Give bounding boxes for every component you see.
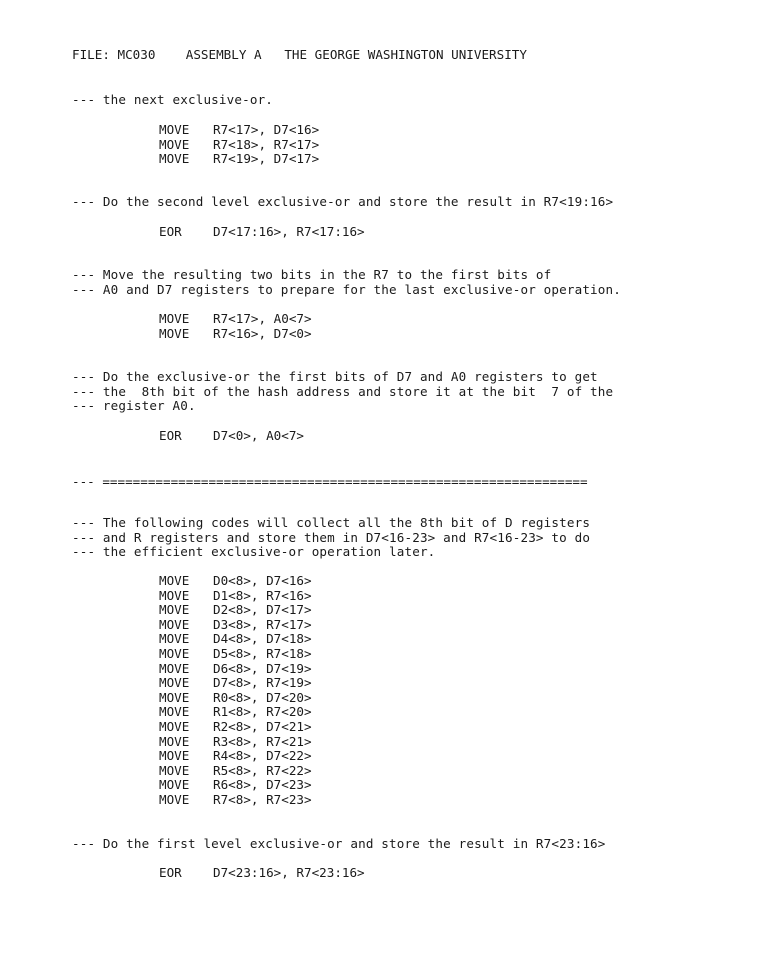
- page-header: [72, 48, 527, 63]
- operands: D0<8>, D7<16>: [213, 573, 312, 588]
- code-line: [159, 312, 312, 327]
- opcode: MOVE: [159, 748, 190, 764]
- operands: D7<8>, R7<19>: [213, 675, 312, 691]
- code-line: [159, 691, 312, 706]
- opcode: MOVE: [159, 602, 190, 618]
- code-line: [159, 735, 312, 750]
- header-institution: THE GEORGE WASHINGTON UNIVERSITY: [284, 47, 527, 62]
- code-block: [159, 123, 319, 167]
- code-block: [159, 225, 365, 240]
- opcode: MOVE: [159, 718, 190, 734]
- operands: R3<8>, R7<21>: [213, 733, 312, 749]
- code-line: [159, 327, 312, 342]
- comment-line: --- the 8th bit of the hash address and store it at the bit 7 of the: [72, 384, 614, 399]
- operands: R7<18>, R7<17>: [213, 136, 320, 152]
- operands: R4<8>, D7<22>: [213, 748, 312, 764]
- comment-line: --- Move the resulting two bits in the R7 to the first bits of: [72, 267, 552, 282]
- opcode: MOVE: [159, 689, 190, 705]
- code-line: [159, 123, 319, 138]
- code-block: [159, 574, 312, 808]
- code-line: [159, 225, 365, 240]
- opcode: EOR: [159, 428, 182, 443]
- code-line: [159, 632, 312, 647]
- operands: D7<17:16>, R7<17:16>: [213, 224, 365, 239]
- code-line: [159, 778, 312, 793]
- operands: D2<8>, D7<17>: [213, 602, 312, 618]
- operands: D3<8>, R7<17>: [213, 616, 312, 632]
- operands: R6<8>, D7<23>: [213, 777, 312, 793]
- opcode: MOVE: [159, 311, 190, 326]
- operands: R7<17>, A0<7>: [213, 311, 312, 326]
- opcode: MOVE: [159, 733, 190, 749]
- operands: R0<8>, D7<20>: [213, 689, 312, 705]
- code-line: [159, 720, 312, 735]
- comment-line: --- Do the second level exclusive-or and store the result in R7<19:16>: [72, 194, 614, 209]
- code-block: [159, 429, 304, 444]
- opcode: EOR: [159, 224, 182, 239]
- operands: R2<8>, D7<21>: [213, 718, 312, 734]
- code-line: [159, 603, 312, 618]
- code-line: [159, 662, 312, 677]
- code-line: [159, 749, 312, 764]
- code-line: [159, 866, 365, 881]
- code-line: [159, 589, 312, 604]
- opcode: EOR: [159, 865, 182, 880]
- operands: D6<8>, D7<19>: [213, 660, 312, 676]
- separator-line: --- ================================================================: [72, 475, 588, 489]
- opcode: MOVE: [159, 136, 190, 152]
- code-line: [159, 764, 312, 779]
- opcode: MOVE: [159, 325, 190, 341]
- opcode: MOVE: [159, 151, 190, 167]
- code-line: [159, 793, 312, 808]
- opcode: MOVE: [159, 587, 190, 603]
- opcode: MOVE: [159, 791, 190, 807]
- operands: R7<17>, D7<16>: [213, 122, 320, 137]
- operands: D5<8>, R7<18>: [213, 645, 312, 661]
- comment-line: --- the next exclusive-or.: [72, 92, 274, 107]
- opcode: MOVE: [159, 616, 190, 632]
- opcode: MOVE: [159, 573, 190, 588]
- opcode: MOVE: [159, 777, 190, 793]
- comment-line: --- The following codes will collect all the 8th bit of D registers: [72, 515, 591, 530]
- operands: R7<8>, R7<23>: [213, 791, 312, 807]
- code-line: [159, 676, 312, 691]
- code-block: [159, 866, 365, 881]
- operands: D1<8>, R7<16>: [213, 587, 312, 603]
- operands: D7<0>, A0<7>: [213, 428, 304, 443]
- comment-line: --- A0 and D7 registers to prepare for the last exclusive-or operation.: [72, 282, 621, 297]
- opcode: MOVE: [159, 645, 190, 661]
- code-line: [159, 152, 319, 167]
- operands: R7<19>, D7<17>: [213, 151, 320, 167]
- code-line: [159, 647, 312, 662]
- opcode: MOVE: [159, 122, 190, 137]
- opcode: MOVE: [159, 631, 190, 647]
- comment-line: --- Do the exclusive-or the first bits of D7 and A0 registers to get: [72, 369, 598, 384]
- code-line: [159, 574, 312, 589]
- code-block: [159, 312, 312, 341]
- code-line: [159, 429, 304, 444]
- code-line: [159, 138, 319, 153]
- operands: D4<8>, D7<18>: [213, 631, 312, 647]
- code-line: [159, 705, 312, 720]
- operands: R7<16>, D7<0>: [213, 325, 312, 341]
- operands: D7<23:16>, R7<23:16>: [213, 865, 365, 880]
- comment-line: --- register A0.: [72, 398, 196, 413]
- header-section: ASSEMBLY A: [185, 47, 262, 62]
- operands: R5<8>, R7<22>: [213, 762, 312, 778]
- comment-line: --- Do the first level exclusive-or and store the result in R7<23:16>: [72, 836, 606, 851]
- operands: R1<8>, R7<20>: [213, 704, 312, 720]
- header-file: FILE: MC030: [72, 47, 156, 62]
- opcode: MOVE: [159, 704, 190, 720]
- code-line: [159, 618, 312, 633]
- comment-line: --- the efficient exclusive-or operation later.: [72, 544, 436, 559]
- opcode: MOVE: [159, 762, 190, 778]
- opcode: MOVE: [159, 660, 190, 676]
- opcode: MOVE: [159, 675, 190, 691]
- comment-line: --- and R registers and store them in D7<16-23> and R7<16-23> to do: [72, 530, 591, 545]
